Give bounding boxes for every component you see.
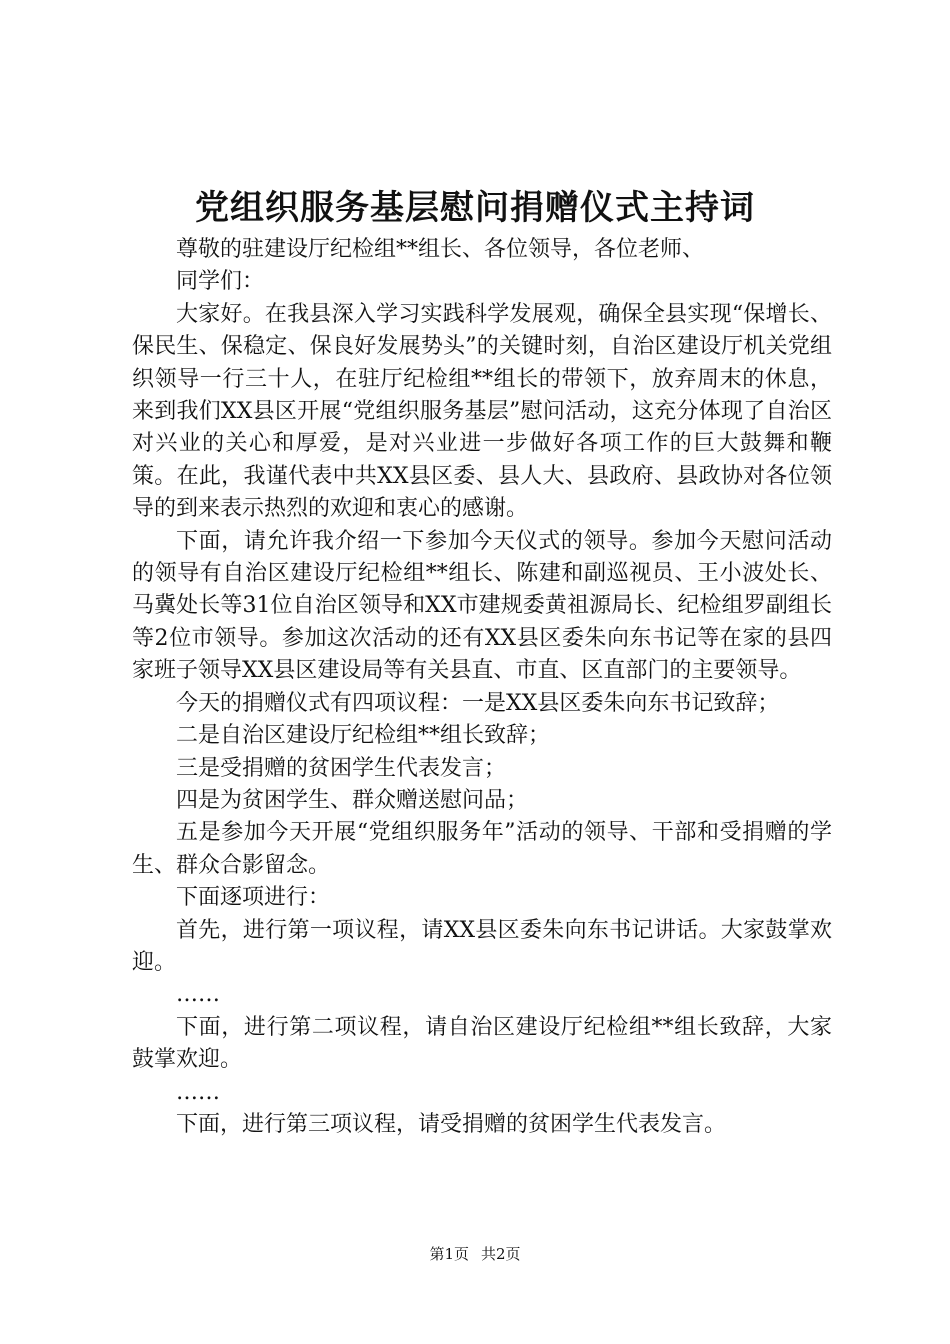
paragraph-third-item: 下面，进行第三项议程，请受捐赠的贫困学生代表发言。 <box>176 1111 727 1137</box>
paragraph-introduction: 下面，请允许我介绍一下参加今天仪式的领导。参加今天慰问活动的领导有自治区建设厅纪检组**组长、陈建和副巡视员、王小波处长、马冀处长等31位自治区领导和XX市建规委黄祖源局长、纪检组罗副组长等2位市领导。参加这次活动的还有XX县区委朱向东书记等在家的县四家班子领导XX县区建设局等有关县直、市直、区直部门的主要领导。 <box>132 528 832 684</box>
document-body <box>132 234 832 1141</box>
paragraph-first-item: 首先，进行第一项议程，请XX县区委朱向东书记讲话。大家鼓掌欢迎。 <box>132 917 832 975</box>
paragraph-agenda-item-4: 四是为贫困学生、群众赠送慰问品； <box>176 787 529 813</box>
page-total: 共2页 <box>481 1245 521 1263</box>
paragraph-agenda: 今天的捐赠仪式有四项议程：一是XX县区委朱向东书记致辞； <box>176 690 780 716</box>
paragraph-greeting: 大家好。在我县深入学习实践科学发展观，确保全县实现“保增长、保民生、保稳定、保良好发展势头”的关键时刻，自治区建设厅机关党组织领导一行三十人，在驻厅纪检组**组长的带领下，放弃周末的休息，来到我们XX县区开展“党组织服务基层”慰问活动，这充分体现了自治区对兴业的关心和厚爱，是对兴业进一步做好各项工作的巨大鼓舞和鞭策。在此，我谨代表中共XX县区委、县人大、县政府、县政协对各位领导的到来表示热烈的欢迎和衷心的感谢。 <box>132 301 832 522</box>
paragraph-proceed: 下面逐项进行： <box>176 885 331 911</box>
paragraph-agenda-item-5: 五是参加今天开展“党组织服务年”活动的领导、干部和受捐赠的学生、群众合影留念。 <box>132 820 832 878</box>
document-title: 党组织服务基层慰问捐赠仪式主持词 <box>195 188 755 228</box>
page-number: 第1页 <box>429 1245 469 1263</box>
paragraph-ellipsis-1: …… <box>176 982 220 1008</box>
paragraph-agenda-item-3: 三是受捐赠的贫困学生代表发言； <box>176 755 507 781</box>
page-footer <box>0 1244 950 1264</box>
paragraph-agenda-item-2: 二是自治区建设厅纪检组**组长致辞； <box>176 723 551 749</box>
paragraph-salutation-2: 同学们： <box>176 269 265 295</box>
paragraph-ellipsis-2: …… <box>176 1079 220 1105</box>
paragraph-salutation-1: 尊敬的驻建设厅纪检组**组长、各位领导，各位老师、 <box>176 237 705 262</box>
paragraph-second-item: 下面，进行第二项议程，请自治区建设厅纪检组**组长致辞，大家鼓掌欢迎。 <box>132 1014 832 1073</box>
